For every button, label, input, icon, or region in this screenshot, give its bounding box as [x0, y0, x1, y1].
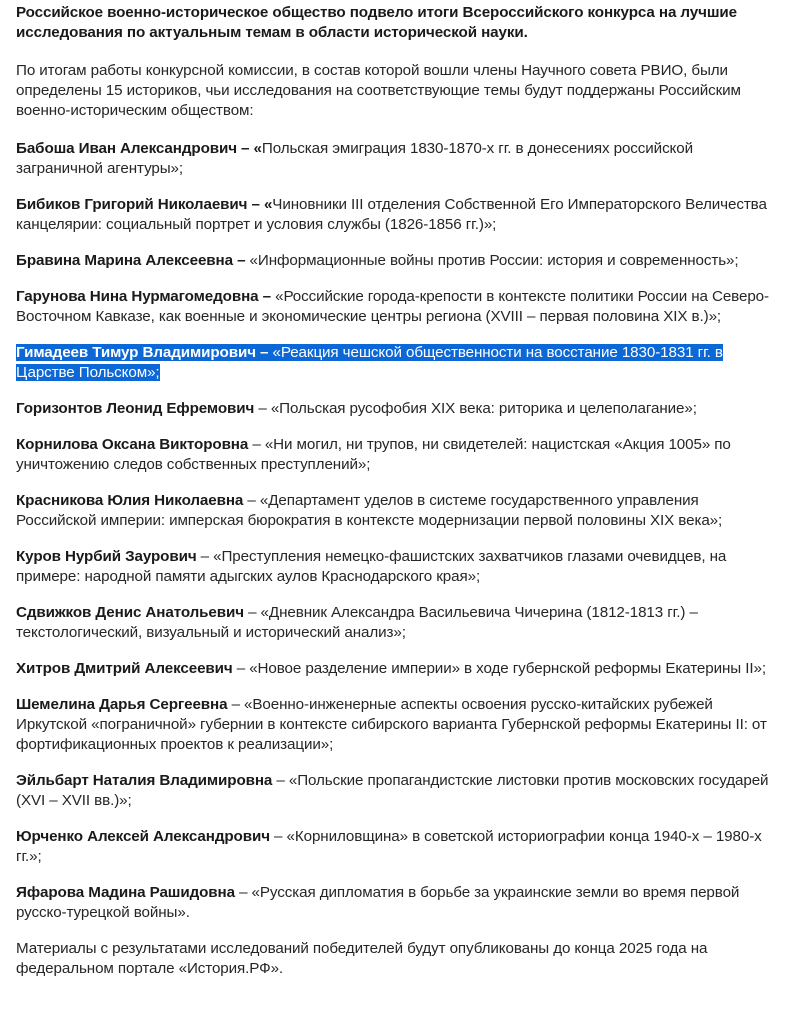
- winner-name: Яфарова Мадина Рашидовна: [16, 884, 235, 901]
- winner-name: Шемелина Дарья Сергеевна: [16, 696, 228, 713]
- winner-topic: – «Департамент уделов в системе государственного управления Российской империи: имперская бюрократия в контексте модернизации первой половины XIX века»;: [16, 492, 723, 529]
- winner-topic: – «Дневник Александра Васильевича Чичерина (1812-1813 гг.) – текстологический, визуальный и исторический анализ»;: [16, 604, 698, 641]
- winner-entry-5-selected[interactable]: [16, 343, 782, 383]
- winner-topic: – «Военно-инженерные аспекты освоения русско-китайских рубежей Иркутской «пограничной» губернии в контексте сибирского варианта Губернской реформы Екатерины II: от фортификационных проектов к реализации»;: [16, 696, 767, 753]
- article-intro: По итогам работы конкурсной комиссии, в состав которой вошли члены Научного совета РВИО, были определены 15 историков, чьи исследования на соответствующие темы будут поддержаны Российским военно-историческим обществом:: [16, 62, 741, 119]
- winner-topic: Чиновники III отделения Собственной Его Императорского Величества канцелярии: социальный портрет и условия службы (1826-1856 гг.)»;: [16, 196, 767, 233]
- winner-name: Бибиков Григорий Николаевич – «: [16, 196, 273, 213]
- winner-name: Красникова Юлия Николаевна: [16, 492, 244, 509]
- winner-entry-15: [16, 883, 782, 923]
- winner-name: Горизонтов Леонид Ефремович: [16, 400, 255, 417]
- winner-name: Корнилова Оксана Викторовна: [16, 436, 249, 453]
- winner-topic: – «Польские пропагандистские листовки против московских государей (XVI – XVII вв.)»;: [16, 772, 769, 809]
- winner-entry-4: [16, 287, 782, 327]
- winner-name: Юрченко Алексей Александрович: [16, 828, 270, 845]
- winner-name: Сдвижков Денис Анатольевич: [16, 604, 244, 621]
- winner-name: Бабоша Иван Александрович – «: [16, 140, 262, 157]
- winner-entry-2: [16, 195, 782, 235]
- winner-topic: – «Ни могил, ни трупов, ни свидетелей: нацистская «Акция 1005» по уничтожению следов собственных преступлений»;: [16, 436, 731, 473]
- winner-topic: «Российские города-крепости в контексте политики России на Северо-Восточном Кавказе, как военные и экономические центры региона (XVIII – первая половина XIX в.)»;: [16, 288, 769, 325]
- winner-name: Хитров Дмитрий Алексеевич: [16, 660, 233, 677]
- winner-name: Куров Нурбий Заурович: [16, 548, 197, 565]
- winner-entry-14: [16, 827, 782, 867]
- winner-topic: – «Новое разделение империи» в ходе губернской реформы Екатерины II»;: [232, 660, 766, 677]
- winner-entry-9: [16, 547, 782, 587]
- winner-topic: – «Преступления немецко-фашистских захватчиков глазами очевидцев, на примере: народной памяти адыгских аулов Краснодарского края»;: [16, 548, 727, 585]
- winner-topic: – «Русская дипломатия в борьбе за украинские земли во время первой русско-турецкой войны».: [16, 884, 740, 921]
- winner-topic[interactable]: «Реакция чешской общественности на восстание 1830-1831 гг. в Царстве Польском»;: [16, 344, 723, 381]
- winner-entry-8: [16, 491, 782, 531]
- winner-name: Гарунова Нина Нурмагомедовна –: [16, 288, 276, 305]
- winner-entry-7: [16, 435, 782, 475]
- article-headline: Российское военно-историческое общество подвело итоги Всероссийского конкурса на лучшие исследования по актуальным темам в области исторической науки.: [16, 4, 737, 41]
- winner-topic: «Информационные войны против России: история и современность»;: [249, 252, 739, 269]
- article-outro: Материалы с результатами исследований победителей будут опубликованы до конца 2025 года на федеральном портале «История.РФ».: [16, 940, 708, 977]
- winner-entry-13: [16, 771, 782, 811]
- winner-name: Эйльбарт Наталия Владимировна: [16, 772, 273, 789]
- winner-entry-1: [16, 139, 782, 179]
- winner-topic: Польская эмиграция 1830-1870-х гг. в донесениях российской заграничной агентуры»;: [16, 140, 694, 177]
- winner-topic: – «Польская русофобия XIX века: риторика и целеполагание»;: [254, 400, 697, 417]
- winner-entry-12: [16, 695, 782, 755]
- winner-name[interactable]: Гимадеев Тимур Владимирович –: [16, 344, 273, 361]
- winner-topic: – «Корниловщина» в советской историографии конца 1940-х – 1980-х гг.»;: [16, 828, 762, 865]
- winner-entry-11: [16, 659, 782, 679]
- winner-name: Бравина Марина Алексеевна –: [16, 252, 250, 269]
- winner-entry-3: [16, 251, 782, 271]
- winner-entry-10: [16, 603, 782, 643]
- winner-entry-6: [16, 399, 782, 419]
